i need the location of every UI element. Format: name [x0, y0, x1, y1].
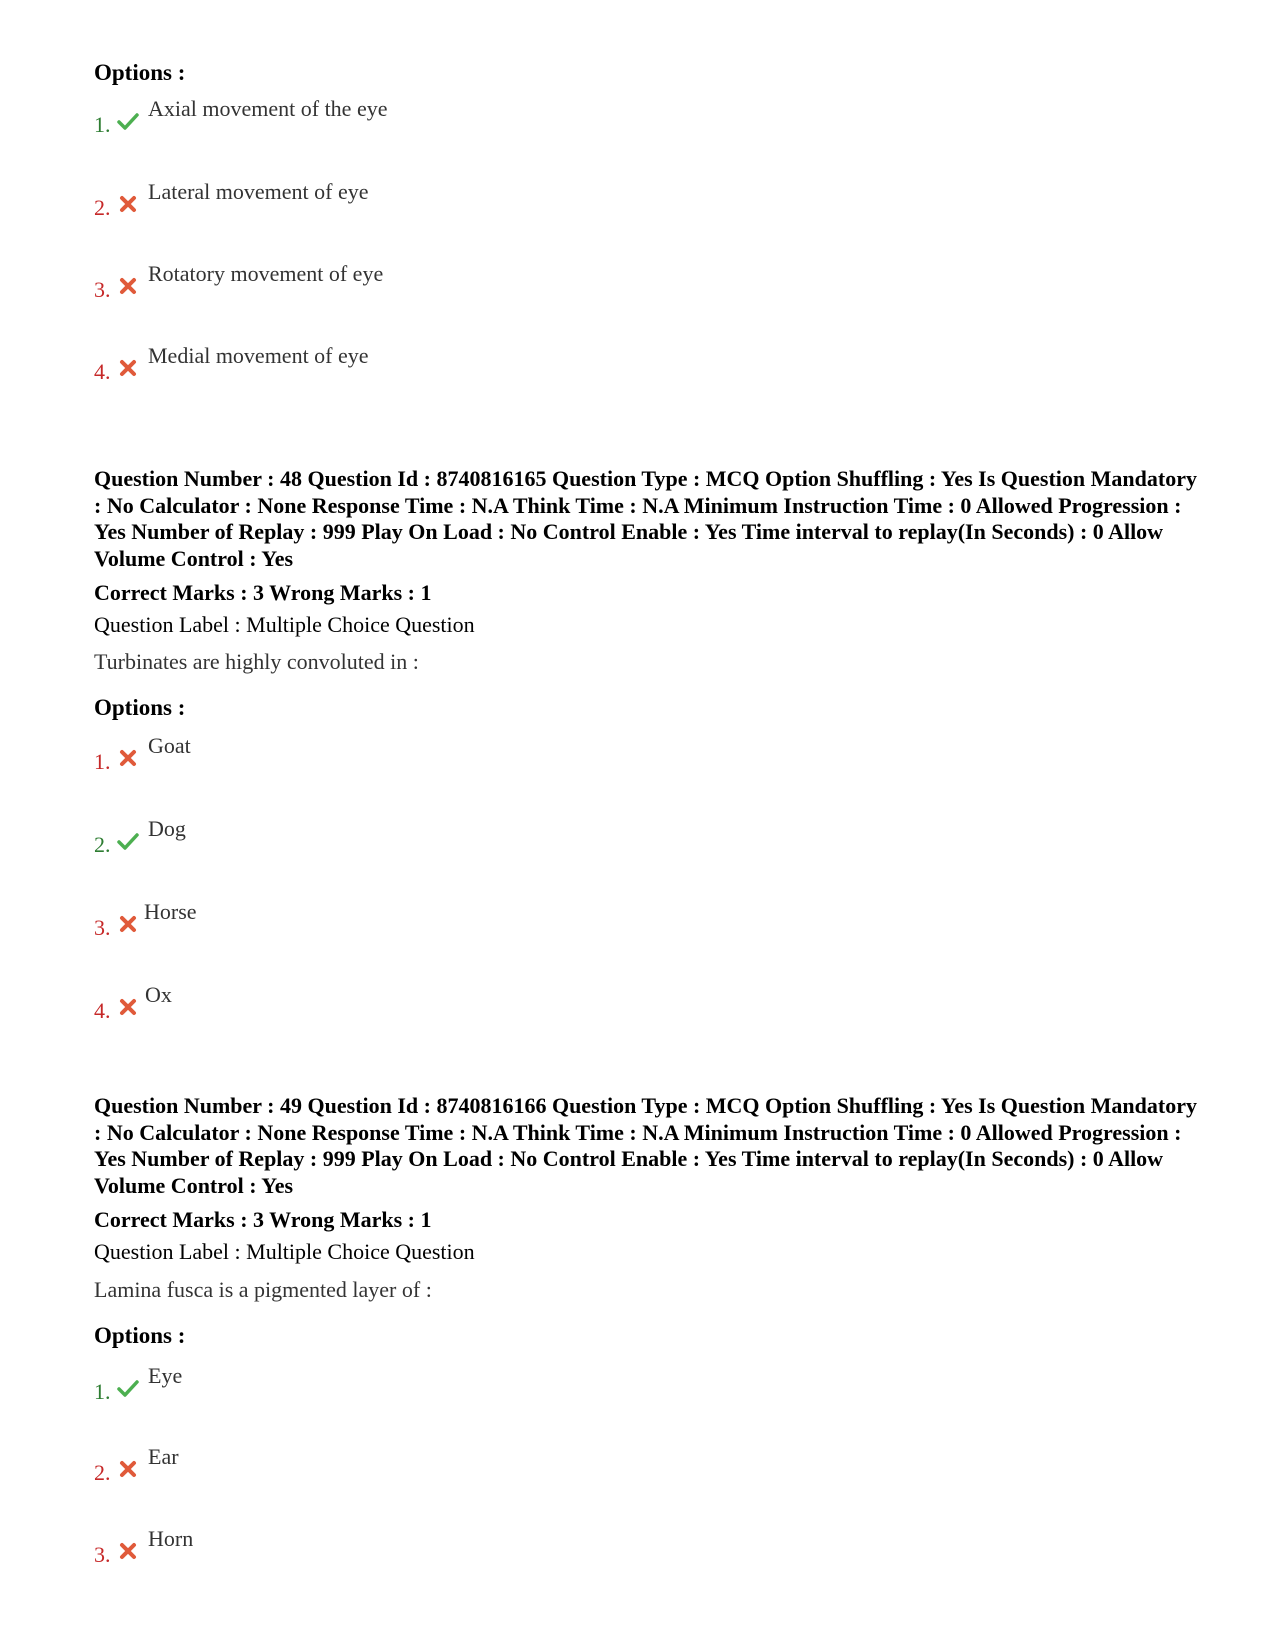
check-icon	[116, 1376, 140, 1400]
option-item	[94, 262, 694, 302]
option-number: 1.	[94, 1379, 111, 1404]
question-text: Turbinates are highly convoluted in :	[94, 649, 419, 674]
option-item	[94, 97, 694, 137]
cross-icon	[116, 746, 140, 770]
cross-icon	[116, 192, 140, 216]
option-text: Ox	[145, 982, 172, 1007]
option-number: 1.	[94, 112, 111, 137]
option-item	[94, 1364, 694, 1404]
options-heading: Options :	[94, 1323, 186, 1348]
option-number: 4.	[94, 359, 111, 384]
option-item	[94, 344, 694, 384]
question-marks: Correct Marks : 3 Wrong Marks : 1	[94, 1207, 432, 1232]
option-item	[94, 734, 694, 774]
option-item	[94, 1445, 694, 1485]
option-text: Dog	[148, 816, 186, 841]
option-text: Ear	[148, 1444, 179, 1469]
question-text: Lamina fusca is a pigmented layer of :	[94, 1277, 432, 1302]
check-icon	[116, 109, 140, 133]
option-item	[94, 1527, 694, 1567]
option-text: Rotatory movement of eye	[148, 261, 384, 286]
option-number: 3.	[94, 277, 111, 302]
question-marks: Correct Marks : 3 Wrong Marks : 1	[94, 580, 432, 605]
option-number: 2.	[94, 195, 111, 220]
cross-icon	[116, 1539, 140, 1563]
options-heading: Options :	[94, 695, 186, 720]
option-number: 3.	[94, 915, 111, 940]
option-text: Eye	[148, 1363, 183, 1388]
question-meta: Question Number : 49 Question Id : 8740816166 Question Type : MCQ Option Shuffling : Yes Is Question Mandatory : No Calculator : None Response Time : N.A Think Time : N.A Minimum Instruction Time : 0 Allowed Progression : Yes Number of Replay : 999 Play On Load : No Control Enable : Yes Time interval to replay(In Seconds) : 0 Allow Volume Control : Yes	[94, 1093, 1197, 1198]
option-text: Horse	[144, 899, 197, 924]
question-label: Question Label : Multiple Choice Question	[94, 1239, 475, 1264]
option-text: Medial movement of eye	[148, 343, 369, 368]
option-item	[94, 180, 694, 220]
option-text: Lateral movement of eye	[148, 179, 369, 204]
cross-icon	[116, 995, 140, 1019]
option-item	[94, 817, 694, 857]
check-icon	[116, 829, 140, 853]
option-number: 3.	[94, 1542, 111, 1567]
option-item	[94, 983, 694, 1023]
cross-icon	[116, 1457, 140, 1481]
cross-icon	[116, 912, 140, 936]
question-meta: Question Number : 48 Question Id : 8740816165 Question Type : MCQ Option Shuffling : Yes Is Question Mandatory : No Calculator : None Response Time : N.A Think Time : N.A Minimum Instruction Time : 0 Allowed Progression : Yes Number of Replay : 999 Play On Load : No Control Enable : Yes Time interval to replay(In Seconds) : 0 Allow Volume Control : Yes	[94, 466, 1197, 571]
option-text: Horn	[148, 1526, 194, 1551]
cross-icon	[116, 356, 140, 380]
cross-icon	[116, 274, 140, 298]
options-heading: Options :	[94, 60, 186, 85]
option-number: 2.	[94, 832, 111, 857]
question-label: Question Label : Multiple Choice Question	[94, 612, 475, 637]
option-number: 4.	[94, 998, 111, 1023]
option-text: Axial movement of the eye	[148, 96, 388, 121]
option-number: 1.	[94, 749, 111, 774]
option-text: Goat	[148, 733, 191, 758]
option-number: 2.	[94, 1460, 111, 1485]
option-item	[94, 900, 694, 940]
